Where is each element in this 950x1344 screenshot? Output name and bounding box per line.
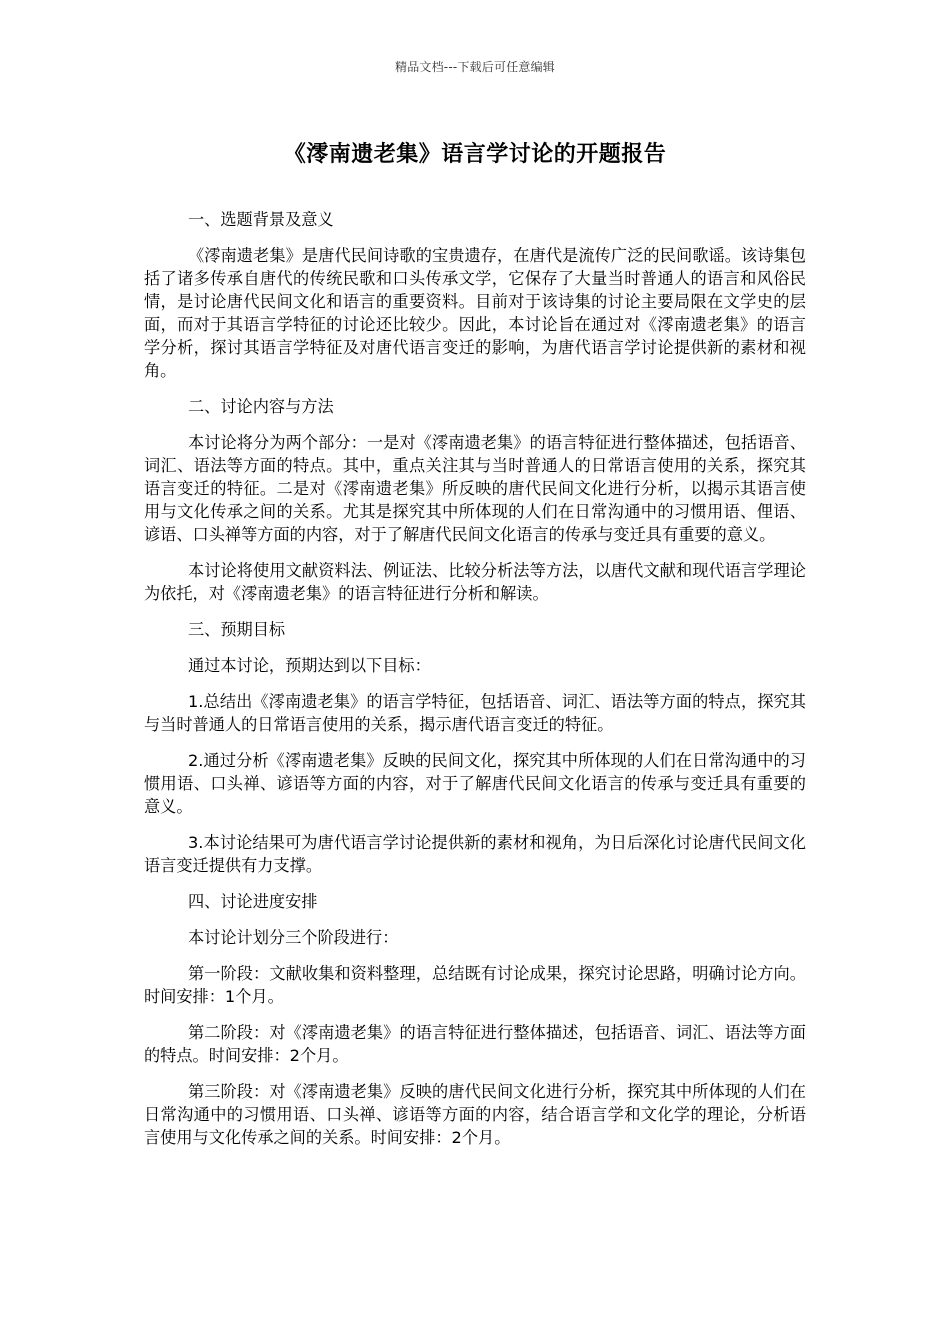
goal-item-3: 3.本讨论结果可为唐代语言学讨论提供新的素材和视角，为日后深化讨论唐代民间文化语言变迁提供有力支撑。 xyxy=(144,833,806,875)
schedule-phase-2: 第二阶段：对《澪南遗老集》的语言特征进行整体描述，包括语音、词汇、语法等方面的特点。时间安排：2个月。 xyxy=(144,1023,806,1065)
paragraph-schedule-intro: 本讨论计划分三个阶段进行： xyxy=(188,928,399,947)
section-heading-goals: 三、预期目标 xyxy=(188,620,286,639)
paragraph-content: 本讨论将分为两个部分：一是对《澪南遗老集》的语言特征进行整体描述，包括语音、词汇、语法等方面的特点。其中，重点关注其与当时普通人的日常语言使用的关系，探究其语言变迁的特征。二是对《澪南遗老集》所反映的唐代民间文化进行分析，以揭示其语言使用与文化传承之间的关系。尤其是探究其中所体现的人们在日常沟通中的习惯用语、俚语、谚语、口头禅等方面的内容，对于了解唐代民间文化语言的传承与变迁具有重要的意义。 xyxy=(144,433,806,544)
section-heading-schedule: 四、讨论进度安排 xyxy=(188,892,318,911)
section-heading-content-method: 二、讨论内容与方法 xyxy=(188,397,334,416)
paragraph-goals-intro: 通过本讨论，预期达到以下目标： xyxy=(188,656,431,675)
schedule-phase-3: 第三阶段：对《澪南遗老集》反映的唐代民间文化进行分析，探究其中所体现的人们在日常沟通中的习惯用语、口头禅、谚语等方面的内容，结合语言学和文化学的理论，分析语言使用与文化传承之间的关系。时间安排：2个月。 xyxy=(144,1082,806,1147)
paragraph-method: 本讨论将使用文献资料法、例证法、比较分析法等方法，以唐代文献和现代语言学理论为依托，对《澪南遗老集》的语言特征进行分析和解读。 xyxy=(144,561,806,603)
document-title: 《澪南遗老集》语言学讨论的开题报告 xyxy=(283,142,667,167)
paragraph-background: 《澪南遗老集》是唐代民间诗歌的宝贵遗存，在唐代是流传广泛的民间歌谣。该诗集包括了诸多传承自唐代的传统民歌和口头传承文学，它保存了大量当时普通人的语言和风俗民情，是讨论唐代民间文化和语言的重要资料。目前对于该诗集的讨论主要局限在文学史的层面，而对于其语言学特征的讨论还比较少。因此，本讨论旨在通过对《澪南遗老集》的语言学分析，探讨其语言学特征及对唐代语言变迁的影响，为唐代语言学讨论提供新的素材和视角。 xyxy=(144,246,806,380)
schedule-phase-1: 第一阶段：文献收集和资料整理，总结既有讨论成果，探究讨论思路，明确讨论方向。时间安排：1个月。 xyxy=(144,964,806,1006)
document-body xyxy=(144,208,806,1162)
section-heading-background: 一、选题背景及意义 xyxy=(188,210,334,229)
goal-item-2: 2.通过分析《澪南遗老集》反映的民间文化，探究其中所体现的人们在日常沟通中的习惯用语、口头禅、谚语等方面的内容，对于了解唐代民间文化语言的传承与变迁具有重要的意义。 xyxy=(144,751,806,816)
header-note: 精品文档---下载后可任意编辑 xyxy=(395,60,555,74)
goal-item-1: 1.总结出《澪南遗老集》的语言学特征，包括语音、词汇、语法等方面的特点，探究其与当时普通人的日常语言使用的关系，揭示唐代语言变迁的特征。 xyxy=(144,692,806,734)
